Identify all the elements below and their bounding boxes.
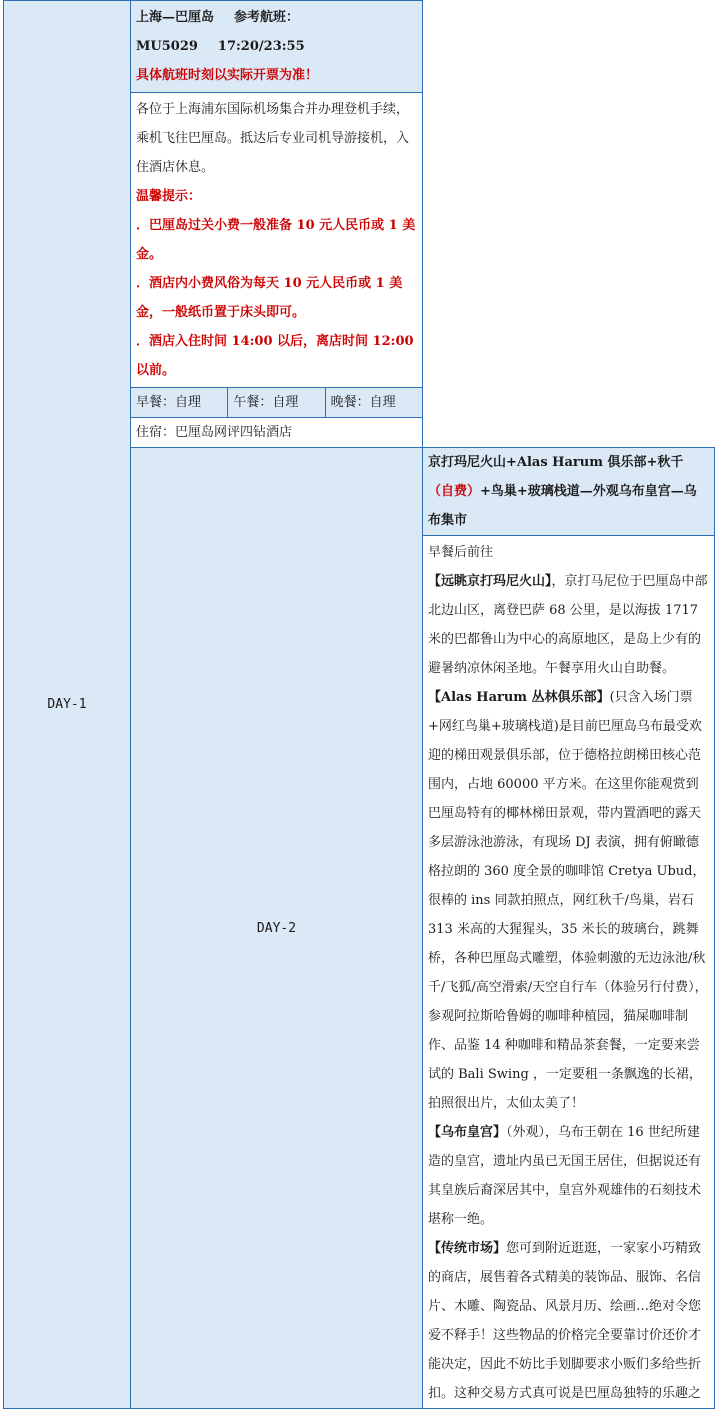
day1-flight-time: 17:20/23:55 (217, 39, 305, 54)
day2-intro: 早餐后前往 (428, 545, 494, 560)
day1-lunch: 午餐：自理 (228, 388, 325, 417)
day2-paragraph-2 (428, 683, 709, 1118)
day1-flight-cell (131, 1, 423, 93)
day1-flight-line (136, 3, 417, 61)
day1-description-cell (131, 93, 423, 388)
day1-tip-1: ．巴厘岛过关小费一般准备 10 元人民币或 1 美金。 (136, 218, 416, 262)
day2-p1-body: ，京打马尼位于巴厘岛中部北边山区，离登巴萨 68 公里，是以海拔 1717 米的巴都鲁山为中心的高原地区，是岛上少有的避暑纳凉休闲圣地。午餐享用火山自助餐。 (428, 574, 708, 676)
day2-title-part-b: +鸟巢+玻璃栈道—外观乌布皇宫—乌布集市 (428, 484, 697, 528)
day2-paragraph-1 (428, 567, 709, 683)
day2-paragraph-4 (428, 1234, 709, 1408)
day1-tips-title: 温馨提示： (136, 189, 202, 204)
day1-hotel: 住宿：巴厘岛网评四钻酒店 (131, 418, 423, 448)
day1-dinner: 晚餐：自理 (330, 395, 396, 410)
day2-p4-body: 您可到附近逛逛，一家家小巧精致的商店，展售着各式精美的装饰品、服饰、名信片、木雕、陶瓷品、风景月历、绘画…绝对令您爱不释手！这些物品的价格完全要靠讨价还价才能决定，因此不妨比手划脚要求小贩们多给些折扣。这种交易方式真可说是巴厘岛独特的乐趣之 (428, 1241, 702, 1401)
day1-route: 上海—巴厘岛 (136, 10, 215, 25)
day1-flight-note: 具体航班时刻以实际开票为准！ (136, 68, 319, 83)
day2-title-self-paid: （自费） (428, 484, 481, 499)
day2-title-part-a: 京打玛尼火山+Alas Harum 俱乐部+秋千 (428, 455, 684, 470)
day1-meals-cell (131, 388, 423, 418)
day1-tip-3: ．酒店入住时间 14:00 以后，离店时间 12:00 以前。 (136, 334, 414, 378)
day1-description: 各位于上海浦东国际机场集合并办理登机手续，乘机飞往巴厘岛。抵达后专业司机导游接机，入住酒店休息。 (136, 102, 410, 175)
day1-breakfast: 早餐：自理 (131, 388, 228, 417)
day2-p3-body: （外观），乌布王朝在 16 世纪所建造的皇宫，遗址内虽已无国王居住，但据说还有其皇族后裔深居其中，皇宫外观雄伟的石刻技术堪称一绝。 (428, 1125, 702, 1227)
day2-p3-heading: 【乌布皇宫】 (428, 1125, 507, 1140)
day1-flight-row (4, 1, 715, 93)
day1-flight-number: 参考航班：MU5029 (136, 10, 300, 54)
day1-label: DAY-1 (4, 1, 131, 1409)
day2-p2-heading: 【Alas Harum 丛林俱乐部】 (428, 690, 610, 705)
day1-tip-2: ．酒店内小费风俗为每天 10 元人民币或 1 美金，一般纸币置于床头即可。 (136, 276, 403, 320)
day2-p1-heading: 【远眺京打玛尼火山】 (428, 574, 552, 589)
day2-p4-heading: 【传统市场】 (428, 1241, 507, 1256)
day2-paragraph-3 (428, 1118, 709, 1234)
day2-label: DAY-2 (131, 448, 423, 1409)
day2-body-cell (423, 536, 715, 1409)
day2-title-cell (423, 448, 715, 536)
day2-p2-body: (只含入场门票+网红鸟巢+玻璃栈道)是目前巴厘岛乌布最受欢迎的梯田观景俱乐部，位于德格拉朗梯田核心范围内，占地 60000 平方米。在这里你能观赏到巴厘岛特有的椰林梯田景观，带内置酒吧的露天多层游泳池游泳，有现场 DJ 表演，拥有俯瞰德格拉朗的 360 度全景的咖啡馆 Cretya Ubud，很棒的 ins 同款拍照点，网红秋千/鸟巢，岩石 313 米高的大猩猩头，35 米长的玻璃台，跳舞桥，各种巴厘岛式雕塑，体验刺激的无边泳池/秋千/飞狐/高空滑索/天空自行车（体验另行付费），参观阿拉斯哈鲁姆的咖啡种植园，猫屎咖啡制作、品鉴 14 种咖啡和精品茶套餐，一定要来尝试的 Bali Swing ，一定要租一条飘逸的长裙，拍照很出片，太仙太美了！ (428, 690, 708, 1111)
itinerary-table (3, 0, 715, 1409)
